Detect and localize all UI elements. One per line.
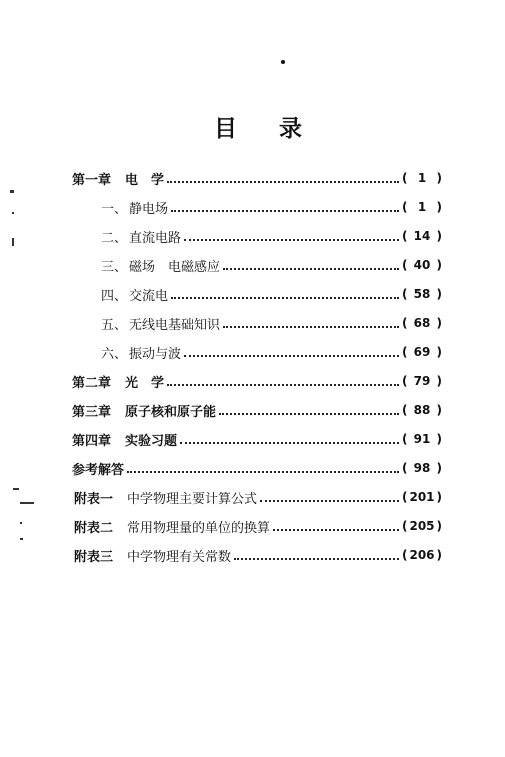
toc-entry-label [101,343,181,362]
toc-entry-title: 交流电 [129,288,169,304]
toc-page-number: 206 [409,548,435,562]
paren-open: ( [402,345,408,359]
toc-entry-appendix-3[interactable] [74,545,442,565]
toc-entry-label [101,227,181,246]
toc-page-ref [402,490,442,504]
toc-entry-chapter-3[interactable] [72,400,442,420]
toc-entry-number: 三、 [101,259,128,275]
toc-entry-number: 第二章 [72,375,112,391]
paren-open: ( [402,548,408,562]
toc-entry-section[interactable] [101,313,442,333]
toc-page-ref [402,461,442,475]
toc-page-ref [402,548,442,562]
toc-entry-section[interactable] [101,255,442,275]
toc-entry-appendix-2[interactable] [74,516,442,536]
toc-entry-number: 二、 [101,230,128,246]
toc-entry-label [72,372,164,391]
paren-open: ( [402,403,408,417]
toc-entry-number: 附表三 [74,549,114,565]
toc-entry-label [101,198,168,217]
paren-close: ) [436,432,442,446]
paren-open: ( [402,171,408,185]
paren-close: ) [436,461,442,475]
toc-leader-dots [223,313,399,328]
toc-entry-answers[interactable] [72,458,442,478]
toc-leader-dots [234,545,399,560]
toc-page-ref [402,403,442,417]
toc-entry-section[interactable] [101,197,442,217]
paren-close: ) [436,258,442,272]
toc-entry-number: 第四章 [72,433,112,449]
paren-close: ) [436,548,442,562]
toc-leader-dots [260,487,399,502]
paren-open: ( [402,461,408,475]
paren-open: ( [402,229,408,243]
paren-close: ) [436,403,442,417]
toc-entry-title: 中学物理有关常数 [127,549,232,565]
paren-close: ) [436,287,442,301]
toc-page-number: 68 [413,316,431,330]
toc-page-number: 201 [409,490,435,504]
page-title-part1: 目 [214,116,238,142]
toc-entry-title: 参考解答 [72,462,125,478]
toc-entry-title: 电 学 [125,172,165,188]
toc-entry-label [74,517,270,536]
toc-page-ref [402,229,442,243]
toc-entry-title: 磁场 电磁感应 [129,259,221,275]
toc-entry-label [101,285,168,304]
toc-page-ref [402,200,442,214]
toc-page-number: 91 [413,432,431,446]
toc-page-number: 98 [413,461,431,475]
toc-entry-chapter-2[interactable] [72,371,442,391]
toc-leader-dots [219,400,399,415]
toc-entry-title: 实验习题 [125,433,178,449]
toc-entry-section[interactable] [101,342,442,362]
paren-close: ) [436,200,442,214]
paren-close: ) [436,519,442,533]
toc-page-number: 205 [409,519,435,533]
paren-open: ( [402,519,408,533]
toc-page-ref [402,316,442,330]
toc-entry-label [72,401,216,420]
toc-entry-label [101,314,220,333]
page-title-part2: 录 [279,116,303,142]
paren-close: ) [436,229,442,243]
toc-entry-title: 无线电基础知识 [129,317,221,333]
toc-page-number: 1 [417,200,427,214]
toc-page-number: 79 [413,374,431,388]
toc-entry-number: 第三章 [72,404,112,420]
toc-page-number: 88 [413,403,431,417]
toc-page-ref [402,432,442,446]
toc-entry-chapter-1[interactable] [72,168,442,188]
toc-entry-title: 直流电路 [129,230,182,246]
toc-entry-number: 附表一 [74,491,114,507]
toc-entry-label [74,546,231,565]
toc-entry-number: 第一章 [72,172,112,188]
toc-entry-title: 光 学 [125,375,165,391]
toc-page-ref [402,345,442,359]
paren-close: ) [436,316,442,330]
toc-leader-dots [184,342,399,357]
toc-leader-dots [184,226,399,241]
toc-entry-label [101,256,220,275]
toc-leader-dots [273,516,399,531]
toc-page-number: 40 [413,258,431,272]
toc-page-number: 69 [413,345,431,359]
toc-page-ref [402,374,442,388]
toc-entry-number: 四、 [101,288,128,304]
toc-entry-label [72,169,164,188]
toc-entry-chapter-4[interactable] [72,429,442,449]
paren-open: ( [402,200,408,214]
toc-entry-label [72,459,124,478]
toc-page-ref [402,258,442,272]
toc-leader-dots [167,168,399,183]
toc-page-ref [402,519,442,533]
toc-page-number: 1 [417,171,427,185]
toc-leader-dots [127,458,399,473]
toc-entry-section[interactable] [101,284,442,304]
paren-close: ) [436,374,442,388]
toc-page-number: 14 [413,229,431,243]
paren-close: ) [436,171,442,185]
toc-entry-number: 六、 [101,346,128,362]
paren-close: ) [436,490,442,504]
toc-entry-label [74,488,257,507]
toc-entry-number: 一、 [101,201,128,217]
toc-entry-title: 静电场 [129,201,169,217]
toc-entry-appendix-1[interactable] [74,487,442,507]
toc-leader-dots [171,284,399,299]
toc-entry-title: 振动与波 [129,346,182,362]
toc-leader-dots [223,255,399,270]
toc-leader-dots [167,371,399,386]
toc-page-number: 58 [413,287,431,301]
toc-page-ref [402,287,442,301]
paren-open: ( [402,490,408,504]
paren-open: ( [402,258,408,272]
toc-leader-dots [171,197,399,212]
toc-entry-number: 附表二 [74,520,114,536]
toc-page-ref [402,171,442,185]
paren-open: ( [402,287,408,301]
toc-entry-title: 常用物理量的单位的换算 [127,520,271,536]
toc-entry-title: 中学物理主要计算公式 [127,491,258,507]
toc-entry-section[interactable] [101,226,442,246]
paren-open: ( [402,374,408,388]
toc-entry-label [72,430,177,449]
toc-entry-number: 五、 [101,317,128,333]
toc-leader-dots [180,429,399,444]
paren-open: ( [402,316,408,330]
paren-close: ) [436,345,442,359]
paren-open: ( [402,432,408,446]
toc-entry-title: 原子核和原子能 [125,404,217,420]
